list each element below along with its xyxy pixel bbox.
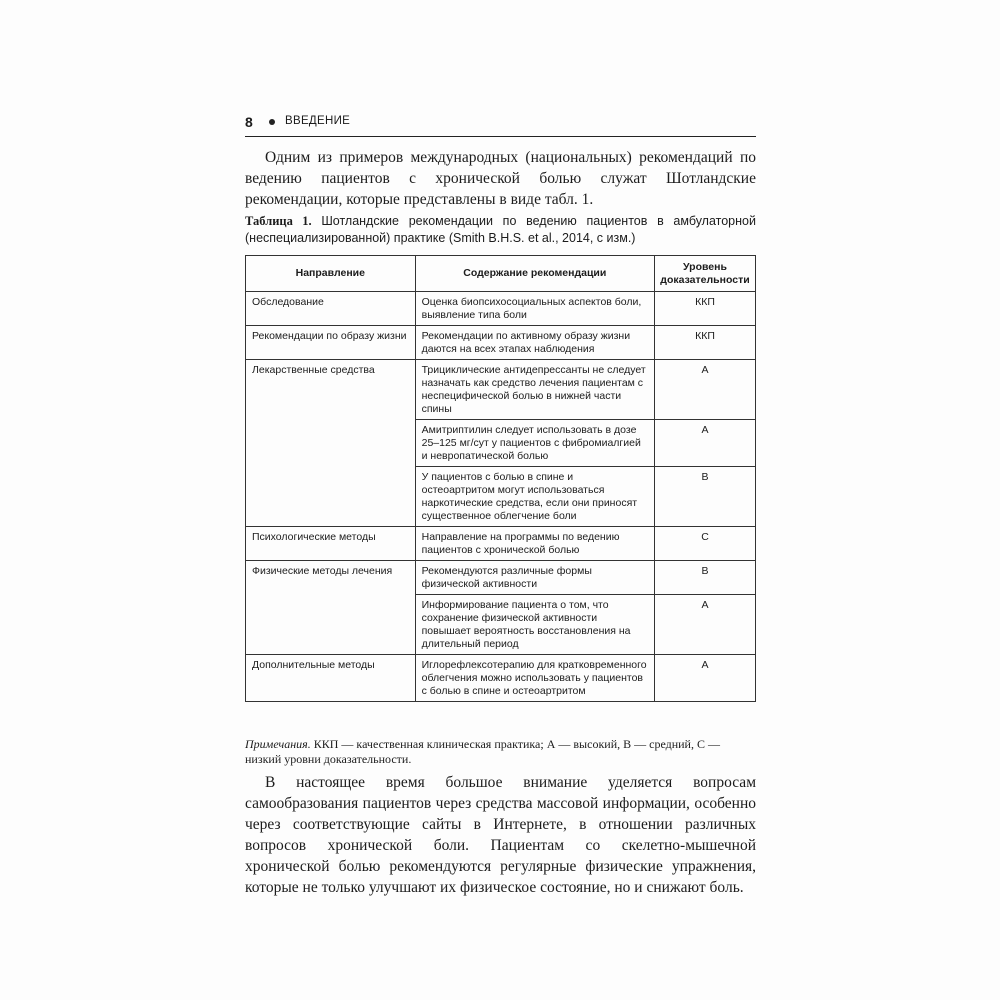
section-title: ВВЕДЕНИЕ <box>285 115 351 127</box>
table-row <box>246 360 756 420</box>
table-row <box>246 292 756 326</box>
content-cell: Рекомендуются различные формы физической активности <box>415 561 654 595</box>
page-number: 8 <box>245 114 253 130</box>
table-caption-text: Шотландские рекомендации по ведению пациентов в амбулаторной (неспециализированной) практике (Smith B.H.S. et al., 2014, с изм.) <box>245 214 756 245</box>
content-cell: Трициклические антидепрессанты не следует назначать как средство лечения пациентам с неспецифической болью в нижней части спины <box>415 360 654 420</box>
content-cell: У пациентов с болью в спине и остеоартритом могут использоваться наркотические средства, если они приносят существенное облегчение боли <box>415 467 654 527</box>
notes-label: Примечания. <box>245 737 311 751</box>
closing-paragraph: В настоящее время большое внимание уделяется вопросам самообразования пациентов через средства массовой информации, особенно через соответствующие сайты в Интернете, в отношении различных вопросов хронической боли. Пациентам со скелетно-мышечной хронической болью рекомендуются регулярные физические упражнения, которые не только улучшают их физическое состояние, но и снижают боль. <box>245 774 756 896</box>
level-cell: A <box>655 595 756 655</box>
content-cell: Амитриптилин следует использовать в дозе 25–125 мг/сут у пациентов с фибромиалгией и невропатической болью <box>415 420 654 467</box>
table-caption <box>245 213 756 247</box>
direction-cell: Рекомендации по образу жизни <box>246 326 416 360</box>
table-row <box>246 655 756 702</box>
intro-paragraph: Одним из примеров международных (национальных) рекомендаций по ведению пациентов с хронической болью служат Шотландские рекомендации, которые представлены в виде табл. 1. <box>245 149 756 208</box>
table-header-row <box>246 256 756 292</box>
direction-cell: Обследование <box>246 292 416 326</box>
level-cell: A <box>655 360 756 420</box>
table-caption-label: Таблица 1. <box>245 214 312 228</box>
level-cell: ККП <box>655 292 756 326</box>
direction-cell: Дополнительные методы <box>246 655 416 702</box>
running-header <box>245 114 756 137</box>
column-header-level: Уровень доказательности <box>655 256 756 292</box>
direction-cell: Лекарственные средства <box>246 360 416 527</box>
table-notes <box>245 737 756 767</box>
content-cell: Информирование пациента о том, что сохранение физической активности повышает вероятность восстановления на длительный период <box>415 595 654 655</box>
recommendations-table <box>245 255 756 702</box>
notes-text: ККП — качественная клиническая практика; А — высокий, В — средний, С — низкий уровни доказательности. <box>245 737 720 766</box>
column-header-direction: Направление <box>246 256 416 292</box>
level-cell: A <box>655 655 756 702</box>
content-cell: Иглорефлексотерапию для кратковременного облегчения можно использовать у пациентов с болью в спине и остеоартритом <box>415 655 654 702</box>
level-cell: C <box>655 527 756 561</box>
table-row <box>246 527 756 561</box>
bullet-separator <box>269 119 275 125</box>
level-cell: ККП <box>655 326 756 360</box>
level-cell: B <box>655 467 756 527</box>
direction-cell: Психологические методы <box>246 527 416 561</box>
level-cell: A <box>655 420 756 467</box>
content-cell: Направление на программы по ведению пациентов с хронической болью <box>415 527 654 561</box>
direction-cell: Физические методы лечения <box>246 561 416 655</box>
column-header-content: Содержание рекомендации <box>415 256 654 292</box>
table-row <box>246 561 756 595</box>
level-cell: B <box>655 561 756 595</box>
content-cell: Оценка биопсихосоциальных аспектов боли, выявление типа боли <box>415 292 654 326</box>
table-row <box>246 326 756 360</box>
content-cell: Рекомендации по активному образу жизни даются на всех этапах наблюдения <box>415 326 654 360</box>
